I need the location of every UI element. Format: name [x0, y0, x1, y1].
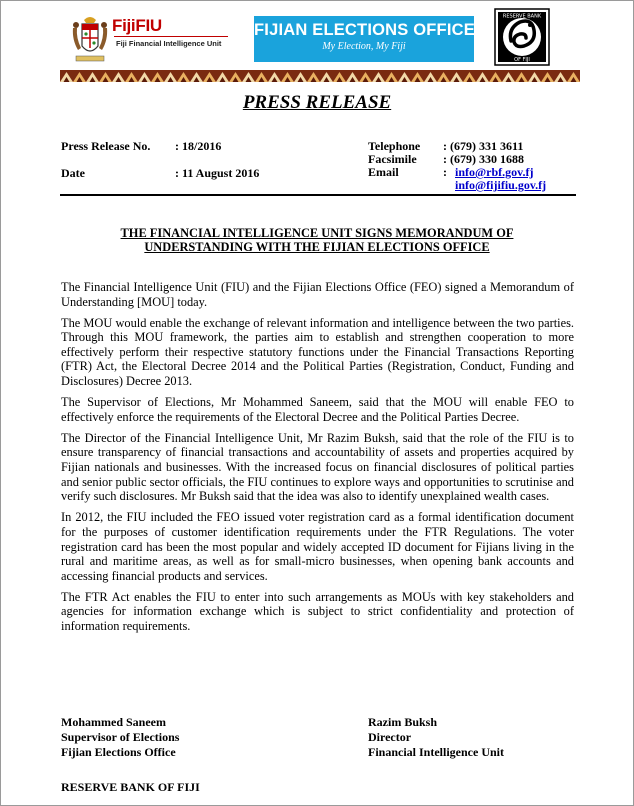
- page-title: PRESS RELEASE: [242, 92, 392, 113]
- signer-name: Mohammed Saneem: [61, 715, 166, 729]
- date-label: Date: [61, 166, 85, 180]
- signer-title: Supervisor of Elections: [61, 730, 180, 744]
- body-text: [61, 280, 574, 640]
- signer-org: Financial Intelligence Unit: [368, 745, 504, 759]
- footer-org: RESERVE BANK OF FIJI: [61, 780, 200, 794]
- email-link-rbf[interactable]: info@rbf.gov.fj: [455, 165, 534, 179]
- email-label: Email: [368, 165, 399, 179]
- feo-title: FIJIAN ELECTIONS OFFICE: [254, 21, 475, 39]
- paragraph: The MOU would enable the exchange of relevant information and intelligence between the two parties. Through this MOU framework, the parties aim to establish and strengthen cooperation to more effectively perform their respective statutory functions under the Financial Transactions Reporting (FTR) Act, the Electoral Decree 2014 and the Political Parties (Registration, Conduct, Funding and Disclosures) Decree 2013.: [61, 315, 574, 389]
- telephone-label: Telephone: [368, 139, 421, 153]
- fiu-divider: [114, 36, 228, 37]
- email-link-fiu[interactable]: info@fijifiu.gov.fj: [455, 178, 547, 192]
- signer-name: Razim Buksh: [368, 715, 438, 729]
- subject-line-1: THE FINANCIAL INTELLIGENCE UNIT SIGNS MEMORANDUM OF: [120, 226, 514, 240]
- rbf-ring-top: RESERVE BANK: [502, 13, 542, 20]
- date-value: : 11 August 2016: [175, 166, 260, 180]
- fiu-name: FijiFIU: [112, 16, 162, 35]
- signature-right: [368, 715, 504, 760]
- header-divider: [60, 194, 576, 196]
- signer-org: Fijian Elections Office: [61, 745, 176, 759]
- fiu-subtitle: Fiji Financial Intelligence Unit: [116, 39, 222, 48]
- signature-left: [61, 715, 179, 760]
- paragraph: The Supervisor of Elections, Mr Mohammed Saneem, said that the MOU will enable FEO to effectively enforce the requirements of the Electoral Decree and the Political Parties Decree.: [61, 395, 574, 424]
- facsimile-value: : (679) 330 1688: [443, 152, 524, 166]
- paragraph: In 2012, the FIU included the FEO issued voter registration card as a formal identification document for the purposes of customer identification requirements under the FTR Regulations. The voter registration card has been the most popular and widely accepted ID document for Fijians living in the rural and maritime areas, as well as for small-micro businesses, when opening bank accounts and accessing financial products and services.: [61, 510, 574, 583]
- signer-title: Director: [368, 730, 412, 744]
- feo-tagline: My Election, My Fiji: [322, 41, 406, 52]
- press-release-label: Press Release No.: [61, 139, 151, 153]
- telephone-value: : (679) 331 3611: [443, 139, 524, 153]
- fiu-logo: [70, 14, 230, 66]
- fiji-crest-icon: [70, 14, 110, 64]
- email-colon: :: [443, 165, 447, 179]
- feo-logo: [254, 16, 474, 62]
- press-release-value: : 18/2016: [175, 139, 222, 153]
- subject-heading: [60, 226, 574, 254]
- rbf-ring-bottom: OF FIJI: [514, 57, 530, 63]
- rbf-seal-icon: [494, 8, 550, 66]
- facsimile-label: Facsimile: [368, 152, 417, 166]
- paragraph: The FTR Act enables the FIU to enter into such arrangements as MOUs with key stakeholders and agencies for information exchange which is subject to strict confidentiality and protection of information requirements.: [61, 589, 574, 633]
- subject-line-2: UNDERSTANDING WITH THE FIJIAN ELECTIONS OFFICE: [144, 240, 490, 254]
- masi-pattern-border: [60, 70, 580, 82]
- paragraph: The Financial Intelligence Unit (FIU) and the Fijian Elections Office (FEO) signed a Memorandum of Understanding [MOU] today.: [61, 280, 574, 309]
- paragraph: The Director of the Financial Intelligence Unit, Mr Razim Buksh, said that the role of the FIU is to ensure transparency of financial transactions and accountability of assets and properties acquired by Fijian nationals and businesses. With the increased focus on financial disclosures of political parties and senior public sector officials, the FIU continues to explore ways and opportunities to scrutinise and verify such disclosures. Mr Buksh said that the idea was also to identify unexplained wealth cases.: [61, 430, 574, 504]
